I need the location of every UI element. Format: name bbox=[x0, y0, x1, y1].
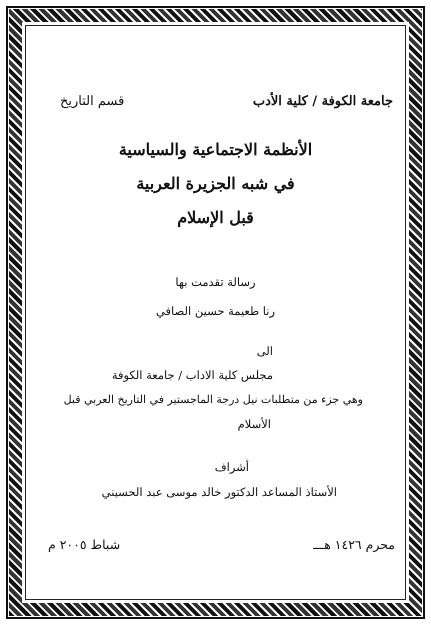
recipient-to: الى bbox=[256, 344, 273, 358]
thesis-title-line-3: قبل الإسلام bbox=[177, 208, 254, 227]
university-college-label: جامعة الكوفة / كلية الأدب bbox=[252, 94, 393, 109]
submission-intro: رسالة تقدمت بها bbox=[175, 275, 256, 289]
supervisor-name: الأستاذ المساعد الدكتور خالد موسى عبد الحسيني bbox=[101, 485, 337, 499]
degree-purpose-line-1: وهي جزء من متطلبات نيل درجة الماجستير في التاريخ العربي قبل bbox=[63, 393, 363, 406]
gregorian-date: شباط ٢٠٠٥ م bbox=[48, 537, 121, 552]
hijri-date: محرم ١٤٢٦ هـــ bbox=[313, 537, 395, 552]
page-content bbox=[30, 30, 401, 595]
degree-purpose-line-2: الأسلام bbox=[237, 417, 271, 431]
author-name: رنا طعيمة حسين الصافي bbox=[155, 304, 276, 318]
supervision-label: أشراف bbox=[214, 460, 249, 474]
thesis-title-line-2: في شبه الجزيرة العربية bbox=[136, 174, 295, 193]
thesis-title-line-1: الأنظمة الاجتماعية والسياسية bbox=[118, 140, 313, 159]
department-label: قسم التاريخ bbox=[60, 94, 125, 109]
council-name: مجلس كلية الاداب / جامعة الكوفة bbox=[111, 368, 273, 382]
